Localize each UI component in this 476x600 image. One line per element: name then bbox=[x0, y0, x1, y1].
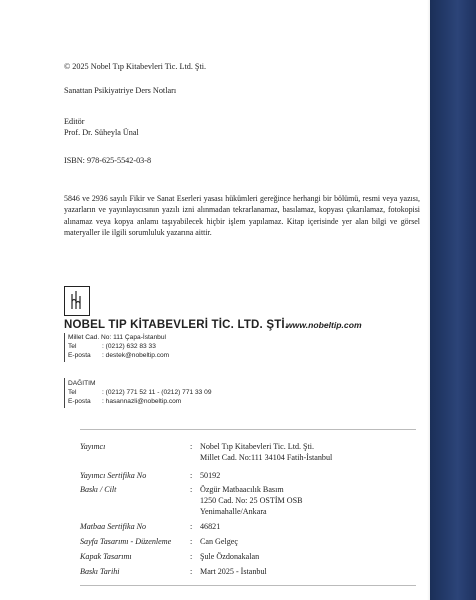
colophon-value: Özgür Matbaacılık Basım bbox=[200, 485, 284, 494]
legal-notice: 5846 ve 2936 sayılı Fikir ve Sanat Eserleri yasası hükümleri gereğince herhangi bir bölümü, resmi veya yazısı, yazarların ve yayınlayıcısının yazılı izni alınmadan tekrarlanamaz, basılamaz, kopyası çıkarılamaz, fotokopisi alınamaz veya kopya anlamı taşıyabilecek hiçbir işlem yapılamaz. Kitap içerisinde yer alan bilgi ve görsel materyaller ile ilgili sorumluluk yazarına aittir. bbox=[64, 194, 420, 237]
colophon-label: Matbaa Sertifika No bbox=[80, 522, 147, 531]
colophon-value: Yenimahalle/Ankara bbox=[200, 507, 267, 516]
colophon-colon: : bbox=[190, 485, 193, 494]
tel-label: Tel bbox=[68, 342, 77, 350]
dist-email-label: E-posta bbox=[68, 397, 91, 405]
colophon-value: 1250 Cad. No: 25 OSTİM OSB bbox=[200, 496, 303, 505]
book-title: Sanattan Psikiyatriye Ders Notları bbox=[64, 86, 177, 95]
colophon-value: Millet Cad. No:111 34104 Fatih-İstanbul bbox=[200, 453, 333, 462]
colophon-top-rule bbox=[80, 429, 416, 430]
colophon-colon: : bbox=[190, 552, 193, 561]
colophon-value: Şule Özdonakalan bbox=[200, 552, 260, 561]
colophon-label: Kapak Tasarımı bbox=[80, 552, 132, 561]
colophon-value: Mart 2025 - İstanbul bbox=[200, 567, 267, 576]
distribution-block bbox=[68, 380, 212, 407]
colophon-value: Nobel Tıp Kitabevleri Tic. Ltd. Şti. bbox=[200, 442, 315, 451]
publisher-logo-icon bbox=[65, 287, 89, 315]
colophon-colon: : bbox=[190, 567, 193, 576]
tel-value: : (0212) 632 83 33 bbox=[102, 342, 156, 350]
book-spine bbox=[430, 0, 476, 600]
contact-divider bbox=[64, 333, 65, 362]
email-label: E-posta bbox=[68, 351, 91, 359]
copyright-line: © 2025 Nobel Tıp Kitabevleri Tic. Ltd. Şti. bbox=[64, 62, 207, 71]
colophon-label: Baskı Tarihi bbox=[80, 567, 120, 576]
colophon-bottom-rule bbox=[80, 585, 416, 586]
dist-email-value[interactable]: : hasannazli@nobeltip.com bbox=[102, 397, 182, 405]
colophon-label: Baskı / Cilt bbox=[80, 485, 117, 494]
distribution-divider bbox=[64, 378, 65, 408]
editor-label: Editör bbox=[64, 117, 85, 126]
colophon-colon: : bbox=[190, 537, 193, 546]
publisher-website[interactable]: www.nobeltip.com bbox=[286, 320, 362, 330]
dist-tel-label: Tel bbox=[68, 388, 77, 396]
address: Millet Cad. No: 111 Çapa-İstanbul bbox=[68, 334, 166, 341]
isbn: ISBN: 978-625-5542-03-8 bbox=[64, 156, 152, 165]
contact-block bbox=[68, 334, 169, 361]
colophon-value: Can Gelgeç bbox=[200, 537, 238, 546]
colophon-label: Yayımcı Sertifika No bbox=[80, 471, 147, 480]
colophon-colon: : bbox=[190, 442, 193, 451]
colophon-colon: : bbox=[190, 522, 193, 531]
colophon-value: 46821 bbox=[200, 522, 221, 531]
dist-tel-value: : (0212) 771 52 11 - (0212) 771 33 09 bbox=[102, 388, 212, 396]
publisher-logo bbox=[64, 286, 90, 316]
colophon-label: Yayımcı bbox=[80, 442, 106, 451]
editor-name: Prof. Dr. Süheyla Ünal bbox=[64, 128, 139, 137]
colophon-value: 50192 bbox=[200, 471, 221, 480]
colophon-label: Sayfa Tasarımı - Düzenleme bbox=[80, 537, 172, 546]
publisher-name: NOBEL TIP KİTABEVLERİ TİC. LTD. ŞTİ. bbox=[64, 319, 289, 331]
distribution-title: DAĞITIM bbox=[68, 380, 96, 387]
email-value[interactable]: : destek@nobeltip.com bbox=[102, 351, 170, 359]
colophon-colon: : bbox=[190, 471, 193, 480]
